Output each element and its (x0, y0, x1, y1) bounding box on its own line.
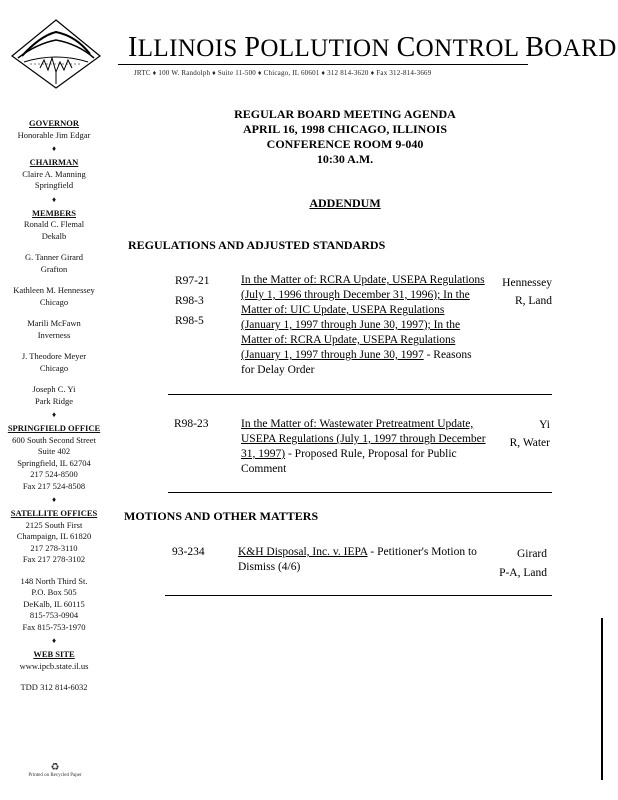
docket-number: R98-23 (174, 418, 209, 430)
agenda-title: REGULAR BOARD MEETING AGENDA (234, 107, 456, 121)
item-action: - Petitioner's Motion to Dismiss (4/6) (238, 546, 477, 573)
board-title: ILLINOIS POLLUTION CONTROL BOARD (128, 32, 617, 63)
springfield-line: Springfield, IL 62704 (17, 457, 91, 468)
satellite-line: Champaign, IL 61820 (16, 531, 92, 541)
members-title: MEMBERS (32, 207, 76, 218)
member-name: Kathleen M. Hennessey (13, 285, 95, 295)
satellite-line: Fax 815-753-1970 (22, 621, 86, 632)
web-url[interactable]: www.ipcb.state.il.us (19, 660, 89, 671)
member-name: Joseph C. Yi (32, 384, 76, 394)
agenda-heading (200, 107, 490, 167)
header-rule (118, 64, 528, 65)
board-logo (10, 18, 102, 90)
recycled-paper-note: ♻ Printed on Recycled Paper (20, 762, 90, 778)
item-description (238, 545, 483, 575)
diamond-icon: ♦ (51, 636, 57, 645)
addendum-heading: ADDENDUM (309, 196, 381, 210)
member-city: Grafton (40, 263, 68, 274)
member-city: Dekalb (41, 230, 67, 241)
governor-title: GOVERNOR (28, 118, 80, 128)
springfield-line: Suite 402 (37, 446, 71, 456)
satellite-line: 217 278-3110 (30, 542, 78, 553)
diamond-icon: ♦ (51, 144, 57, 153)
springfield-line: 600 South Second Street (12, 434, 96, 445)
attorney-code: R, Land (514, 295, 552, 307)
agenda-date: APRIL 16, 1998 CHICAGO, ILLINOIS (242, 122, 448, 136)
diamond-icon: ♦ (51, 194, 57, 204)
satellite-line: 815-753-0904 (29, 610, 79, 620)
docket-number: R98-3 (175, 295, 204, 307)
chairman-city: Springfield (34, 180, 74, 190)
satellite-line: P.O. Box 505 (31, 587, 77, 597)
item-description (241, 417, 486, 477)
chairman-name: Claire A. Manning (22, 168, 86, 179)
docket-number: R97-21 (175, 275, 210, 287)
diamond-icon: ♦ (51, 495, 57, 504)
satellite-line: DeKalb, IL 60115 (23, 598, 85, 609)
web-site-title: WEB SITE (33, 649, 75, 659)
agenda-time: 10:30 A.M. (316, 152, 374, 166)
attorney-code: R, Water (509, 437, 550, 449)
board-member: Hennessey (502, 277, 552, 289)
member-city: Chicago (39, 296, 69, 307)
member-name: Marili McFawn (27, 318, 81, 328)
agenda-room: CONFERENCE ROOM 9-040 (266, 137, 424, 151)
docket-number: 93-234 (172, 546, 205, 558)
item-separator (165, 595, 552, 596)
item-description (241, 273, 486, 378)
diamond-icon: ♦ (51, 410, 57, 419)
board-member: Yi (539, 419, 550, 431)
regulations-section-title: REGULATIONS AND ADJUSTED STANDARDS (128, 238, 386, 252)
tdd-number: TDD 312 814-6032 (20, 682, 88, 692)
motions-section-title: MOTIONS AND OTHER MATTERS (124, 509, 319, 523)
member-city: Chicago (39, 362, 69, 373)
item-action: - Reasons for Delay Order (241, 349, 472, 376)
satellite-line: 148 North Third St. (20, 575, 88, 586)
item-caption: K&H Disposal, Inc. v. IEPA (238, 546, 368, 558)
margin-mark (601, 618, 603, 780)
satellite-line: 2125 South First (25, 519, 83, 530)
member-city: Park Ridge (34, 395, 73, 406)
springfield-line: Fax 217 524-8508 (22, 480, 86, 491)
governor-name: Honorable Jim Edgar (17, 129, 91, 140)
item-separator (168, 394, 552, 395)
item-separator (168, 492, 552, 493)
springfield-line: 217 524-8500 (30, 469, 78, 479)
member-name: J. Theodore Meyer (21, 351, 87, 361)
satellite-line: Fax 217 278-3102 (22, 554, 86, 564)
docket-number: R98-5 (175, 315, 204, 327)
member-name: Ronald C. Flemal (23, 219, 85, 229)
attorney-code: P-A, Land (499, 567, 547, 579)
springfield-office-title: SPRINGFIELD OFFICE (7, 423, 101, 433)
board-address: JRTC ♦ 100 W. Randolph ♦ Suite 11-500 ♦ Chicago, IL 60601 ♦ 312 814-3620 ♦ Fax 312-814-3669 (134, 69, 432, 77)
board-member: Girard (516, 548, 547, 560)
item-action: - Proposed Rule, Proposal for Public Comment (241, 448, 457, 475)
recycle-icon: ♻ (50, 762, 60, 773)
item-caption: In the Matter of: Wastewater Pretreatment Update, USEPA Regulations (July 1, 1997 through December 31, 1997) (241, 418, 486, 460)
item-caption: In the Matter of: RCRA Update, USEPA Regulations (July 1, 1996 through December 31, 1996); In the Matter of: UIC Update, USEPA Regulations (January 1, 1997 through June 30, 1997); In the Matter of: RCRA Update, USEPA Regulations (January 1, 1997 through June 30, 1997 (241, 274, 485, 361)
member-city: Inverness (37, 329, 71, 340)
chairman-title: CHAIRMAN (29, 157, 79, 167)
member-name: G. Tanner Girard (24, 252, 84, 262)
satellite-offices-title: SATELLITE OFFICES (10, 508, 98, 518)
sidebar (0, 118, 108, 694)
